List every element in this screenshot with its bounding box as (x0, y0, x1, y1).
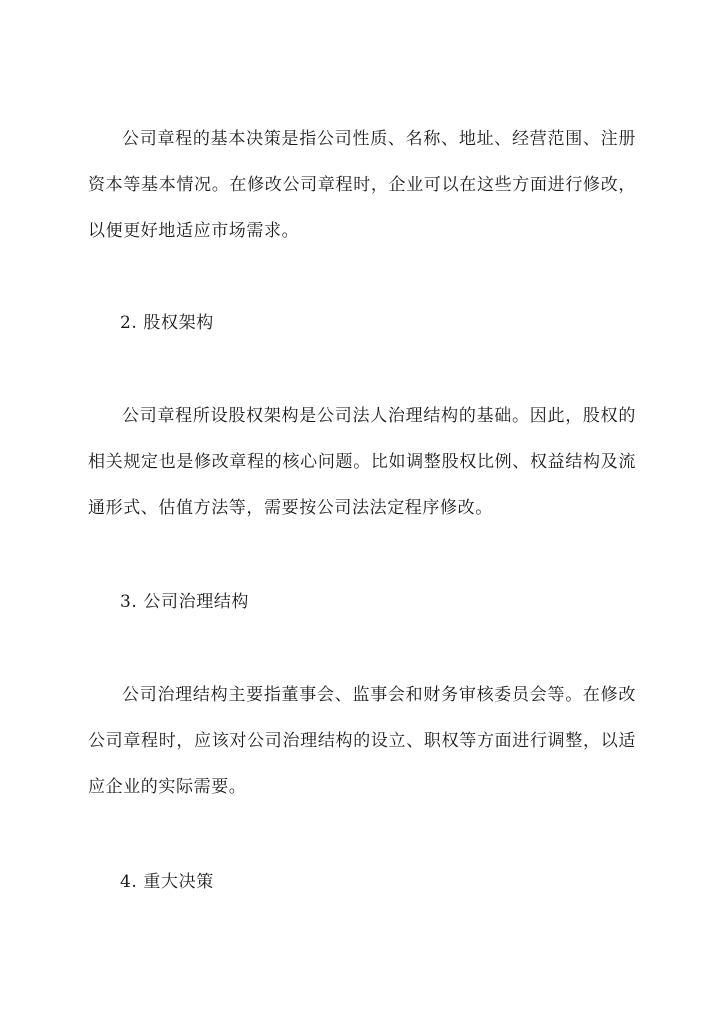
section-heading-equity-structure: 2. 股权架构 (120, 313, 214, 333)
section-heading-major-decisions: 4. 重大决策 (120, 872, 214, 892)
paragraph-corporate-governance: 公司治理结构主要指董事会、监事会和财务审核委员会等。在修改公司章程时，应该对公司治理结构的设立、职权等方面进行调整，以适应企业的实际需要。 (88, 685, 636, 797)
section-heading-corporate-governance: 3. 公司治理结构 (120, 592, 250, 612)
paragraph-equity-structure: 公司章程所设股权架构是公司法人治理结构的基础。因此，股权的相关规定也是修改章程的核心问题。比如调整股权比例、权益结构及流通形式、估值方法等，需要按公司法法定程序修改。 (88, 406, 636, 518)
paragraph-basic-decisions: 公司章程的基本决策是指公司性质、名称、地址、经营范围、注册资本等基本情况。在修改公司章程时，企业可以在这些方面进行修改，以便更好地适应市场需求。 (88, 129, 636, 241)
